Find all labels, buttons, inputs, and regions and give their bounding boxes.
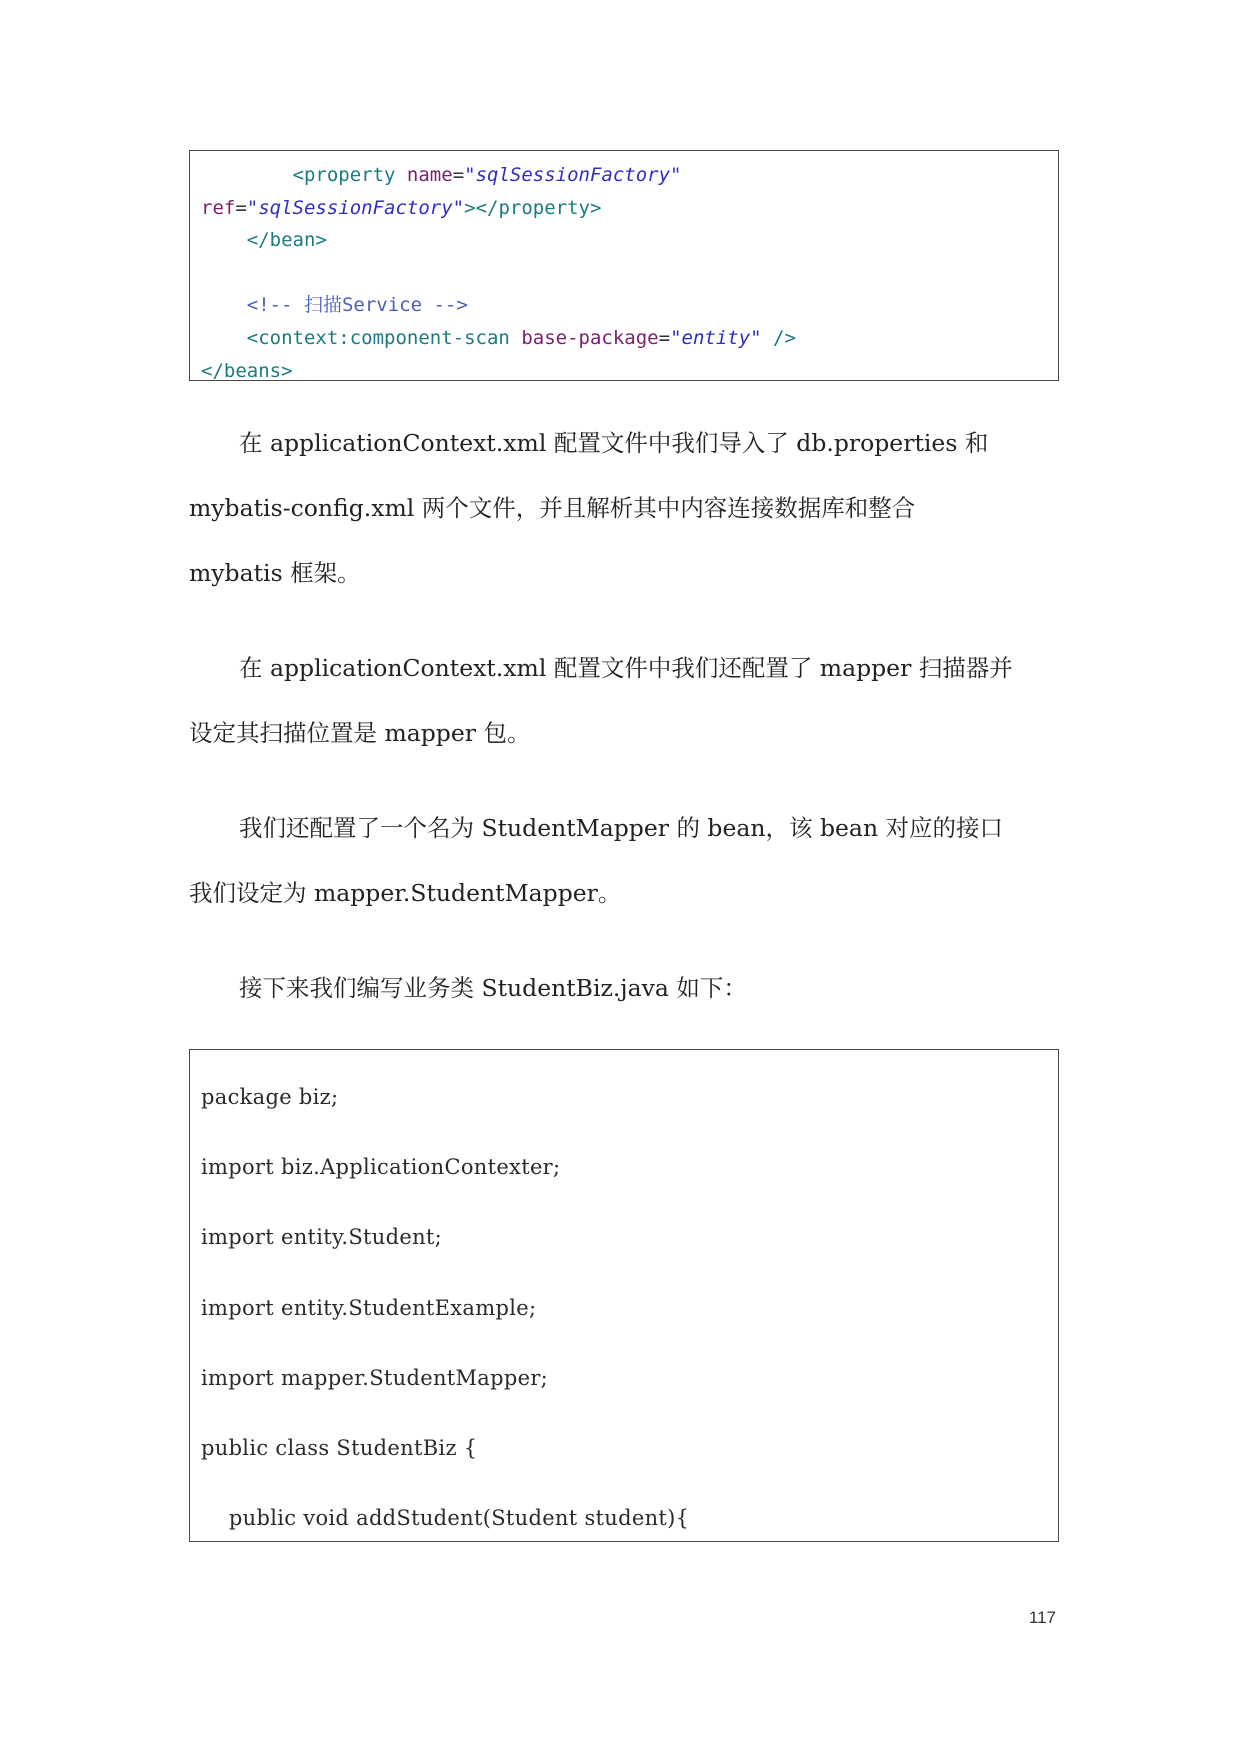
paragraph-3 — [189, 809, 1069, 914]
xml-line-5 — [201, 289, 1048, 322]
xml-tag: ></property> — [464, 196, 602, 219]
paragraph-line: 设定其扫描位置是 mapper 包。 — [189, 719, 531, 747]
xml-attribute: ref — [201, 196, 236, 219]
java-line: import mapper.StudentMapper; — [201, 1365, 549, 1390]
xml-attribute: name — [406, 164, 453, 186]
xml-line-1 — [201, 159, 1048, 192]
xml-value: "sqlSessionFactory" — [246, 196, 465, 219]
paragraph-line: mybatis-config.xml 两个文件，并且解析其中内容连接数据库和整合 — [189, 494, 916, 522]
xml-value: "entity" — [670, 326, 762, 349]
xml-line-3 — [201, 224, 1048, 257]
xml-equals: = — [452, 164, 465, 186]
java-line: import biz.ApplicationContexter; — [201, 1155, 561, 1180]
xml-value: "sqlSessionFactory" — [464, 164, 682, 186]
xml-equals: = — [235, 196, 247, 219]
xml-comment: <!-- 扫描Service --> — [246, 294, 468, 317]
paragraph-line: 我们设定为 mapper.StudentMapper。 — [189, 879, 622, 907]
xml-equals: = — [658, 326, 671, 349]
xml-line-6 — [201, 322, 1048, 355]
xml-tag: <property — [292, 164, 396, 186]
java-line: import entity.StudentExample; — [201, 1295, 537, 1320]
xml-line-4 — [201, 257, 1048, 290]
xml-tag: </beans> — [201, 359, 293, 382]
xml-attribute: base-package — [521, 326, 659, 349]
xml-tag: <context:component-scan — [246, 326, 510, 349]
page-number: 117 — [1028, 1608, 1056, 1627]
paragraph-4 — [189, 969, 1069, 1009]
java-line: public void addStudent(Student student){ — [201, 1506, 690, 1531]
paragraph-line: 在 applicationContext.xml 配置文件中我们导入了 db.properties 和 — [239, 429, 989, 457]
java-line: package biz; — [201, 1085, 339, 1109]
paragraph-line: 我们还配置了一个名为 StudentMapper 的 bean，该 bean 对应的接口 — [239, 814, 1004, 842]
xml-code-block — [189, 150, 1059, 381]
paragraph-1 — [189, 424, 1069, 594]
xml-tag: /> — [761, 326, 796, 349]
xml-line-2 — [201, 192, 1048, 225]
paragraph-2 — [189, 649, 1069, 754]
java-line: import entity.Student; — [201, 1225, 443, 1250]
paragraph-line: 在 applicationContext.xml 配置文件中我们还配置了 mapper 扫描器并 — [239, 654, 1013, 682]
xml-line-7 — [201, 355, 1048, 388]
paragraph-line: 接下来我们编写业务类 StudentBiz.java 如下： — [239, 974, 747, 1002]
java-code-block — [189, 1049, 1059, 1542]
java-line: public class StudentBiz { — [201, 1435, 478, 1460]
xml-tag: </bean> — [246, 229, 327, 252]
paragraph-line: mybatis 框架。 — [189, 559, 361, 587]
